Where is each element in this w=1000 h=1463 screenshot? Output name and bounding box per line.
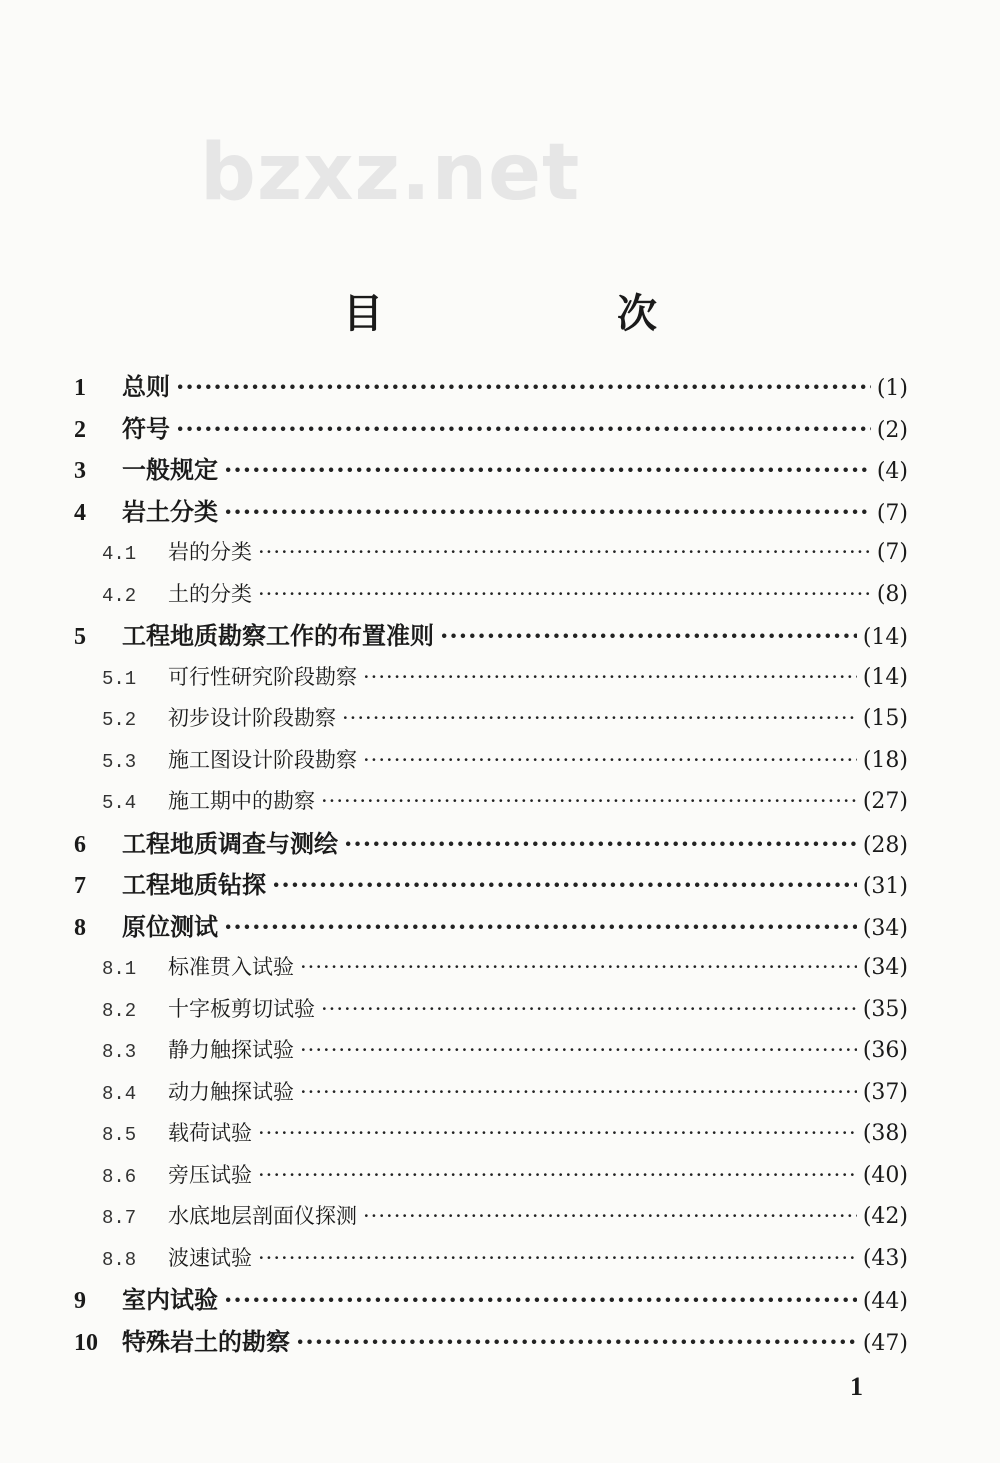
dot-leader: [300, 1072, 857, 1114]
toc-entry-label: 岩的分类: [168, 540, 252, 564]
dot-leader: [224, 906, 857, 948]
toc-entry-label: 初步设计阶段勘察: [168, 706, 336, 730]
dot-leader: [258, 574, 871, 616]
toc-chapter-entry[interactable]: [68, 864, 908, 906]
toc-entry-page: (28): [862, 832, 908, 858]
toc-entry-page: (7): [876, 540, 908, 565]
toc-chapter-entry[interactable]: [68, 1321, 908, 1363]
toc-section-entry[interactable]: [68, 989, 908, 1031]
toc-entry-page: (42): [862, 1204, 908, 1229]
toc-entry-label: 岩土分类: [122, 496, 218, 526]
toc-entry-number: 8.5: [102, 1124, 137, 1146]
toc-entry-label: 原位测试: [122, 911, 218, 941]
dot-leader: [363, 1196, 857, 1238]
toc-entry-label: 施工期中的勘察: [168, 789, 315, 813]
dot-leader: [300, 947, 857, 989]
toc-entry-number: 1: [74, 375, 86, 401]
toc-chapter-entry[interactable]: [68, 449, 908, 491]
toc-entry-label: 工程地质勘察工作的布置准则: [122, 621, 434, 650]
toc-entry-number: 8.2: [102, 999, 137, 1022]
dot-leader: [300, 1030, 857, 1072]
toc-section-entry[interactable]: [68, 1238, 908, 1280]
toc-entry-number: 2: [74, 416, 86, 443]
dot-leader: [363, 657, 857, 699]
toc-section-entry[interactable]: [68, 1113, 908, 1155]
toc-entry-number: 7: [74, 873, 86, 899]
dot-leader: [321, 781, 857, 823]
toc-entry-number: 4.1: [102, 543, 137, 565]
toc-entry-page: (27): [862, 789, 908, 814]
toc-entry-number: 4: [74, 499, 86, 526]
page-number: 1: [850, 1372, 863, 1401]
toc-entry-page: (44): [862, 1289, 908, 1314]
dot-leader: [258, 532, 871, 574]
toc-section-entry[interactable]: [68, 1072, 908, 1114]
dot-leader: [296, 1321, 857, 1363]
toc-entry-number: 3: [74, 458, 86, 484]
toc-entry-page: (15): [862, 706, 908, 731]
dot-leader: [342, 698, 857, 740]
dot-leader: [440, 615, 857, 657]
toc-entry-page: (7): [876, 500, 908, 526]
toc-entry-number: 5.4: [102, 792, 137, 814]
toc-chapter-entry[interactable]: [68, 408, 908, 450]
toc-chapter-entry[interactable]: [68, 491, 908, 533]
toc-entry-label: 可行性研究阶段勘察: [168, 664, 357, 689]
page-title: 目 次: [343, 290, 767, 337]
toc-section-entry[interactable]: [68, 1155, 908, 1197]
toc-entry-page: (47): [862, 1330, 908, 1356]
toc-entry-label: 土的分类: [168, 581, 252, 606]
toc-entry-number: 4.2: [102, 584, 137, 607]
dot-leader: [321, 989, 857, 1031]
toc-section-entry[interactable]: [68, 947, 908, 989]
toc-entry-number: 6: [74, 831, 86, 858]
toc-entry-page: (35): [862, 996, 908, 1022]
dot-leader: [363, 740, 857, 782]
toc-entry-page: (34): [862, 915, 908, 941]
watermark: bzxz.net: [200, 128, 581, 218]
toc-entry-label: 动力触探试验: [168, 1079, 294, 1104]
toc-entry-label: 旁压试验: [168, 1162, 252, 1187]
toc-entry-label: 特殊岩土的勘察: [122, 1326, 290, 1356]
dot-leader: [272, 864, 857, 906]
toc-chapter-entry[interactable]: [68, 615, 908, 657]
toc-entry-label: 室内试验: [122, 1285, 218, 1314]
toc-entry-page: (38): [862, 1121, 908, 1146]
dot-leader: [258, 1238, 857, 1280]
toc-entry-number: 8.1: [102, 958, 137, 980]
toc-chapter-entry[interactable]: [68, 906, 908, 948]
toc-entry-number: 10: [74, 1329, 98, 1356]
toc-entry-label: 符号: [122, 413, 170, 443]
toc-section-entry[interactable]: [68, 574, 908, 616]
toc-entry-label: 总则: [122, 372, 170, 401]
toc-entry-number: 5.2: [102, 709, 137, 731]
dot-leader: [258, 1155, 857, 1197]
toc-entry-page: (14): [862, 625, 908, 650]
toc-section-entry[interactable]: [68, 1196, 908, 1238]
toc-chapter-entry[interactable]: [68, 1279, 908, 1321]
toc-entry-page: (37): [862, 1079, 908, 1105]
table-of-contents: [68, 366, 908, 1362]
toc-entry-number: 5: [74, 624, 86, 650]
toc-entry-page: (34): [862, 955, 908, 980]
toc-section-entry[interactable]: [68, 1030, 908, 1072]
toc-entry-number: 8.4: [102, 1082, 137, 1105]
toc-entry-number: 5.3: [102, 750, 137, 773]
toc-section-entry[interactable]: [68, 532, 908, 574]
dot-leader: [176, 366, 871, 408]
toc-section-entry[interactable]: [68, 657, 908, 699]
toc-chapter-entry[interactable]: [68, 366, 908, 408]
toc-entry-label: 工程地质钻探: [122, 870, 266, 899]
dot-leader: [224, 491, 871, 533]
toc-section-entry[interactable]: [68, 698, 908, 740]
dot-leader: [224, 1279, 857, 1321]
toc-entry-page: (18): [862, 747, 908, 773]
toc-entry-label: 十字板剪切试验: [168, 996, 315, 1021]
dot-leader: [176, 408, 871, 450]
toc-entry-label: 一般规定: [122, 455, 218, 484]
toc-entry-label: 静力触探试验: [168, 1038, 294, 1062]
toc-entry-number: 8.8: [102, 1248, 137, 1271]
toc-entry-page: (40): [862, 1162, 908, 1188]
toc-entry-page: (2): [876, 417, 908, 443]
dot-leader: [258, 1113, 857, 1155]
toc-entry-page: (8): [876, 581, 908, 607]
toc-entry-label: 载荷试验: [168, 1121, 252, 1145]
toc-entry-page: (1): [876, 376, 908, 401]
toc-chapter-entry[interactable]: [68, 823, 908, 865]
toc-entry-page: (14): [862, 664, 908, 690]
dot-leader: [344, 823, 857, 865]
toc-section-entry[interactable]: [68, 740, 908, 782]
toc-entry-page: (4): [876, 459, 908, 484]
toc-entry-number: 5.1: [102, 667, 137, 690]
toc-entry-page: (36): [862, 1038, 908, 1063]
toc-entry-page: (43): [862, 1245, 908, 1271]
toc-entry-label: 波速试验: [168, 1245, 252, 1270]
toc-entry-number: 9: [74, 1288, 86, 1314]
toc-entry-label: 水底地层剖面仪探测: [168, 1204, 357, 1228]
dot-leader: [224, 449, 871, 491]
toc-entry-label: 施工图设计阶段勘察: [168, 747, 357, 772]
toc-entry-number: 8.6: [102, 1165, 137, 1188]
toc-section-entry[interactable]: [68, 781, 908, 823]
toc-entry-number: 8: [74, 914, 86, 941]
toc-entry-label: 工程地质调查与测绘: [122, 828, 338, 858]
toc-entry-number: 8.7: [102, 1207, 137, 1229]
toc-entry-label: 标准贯入试验: [168, 955, 294, 979]
toc-entry-number: 8.3: [102, 1041, 137, 1063]
toc-entry-page: (31): [862, 874, 908, 899]
